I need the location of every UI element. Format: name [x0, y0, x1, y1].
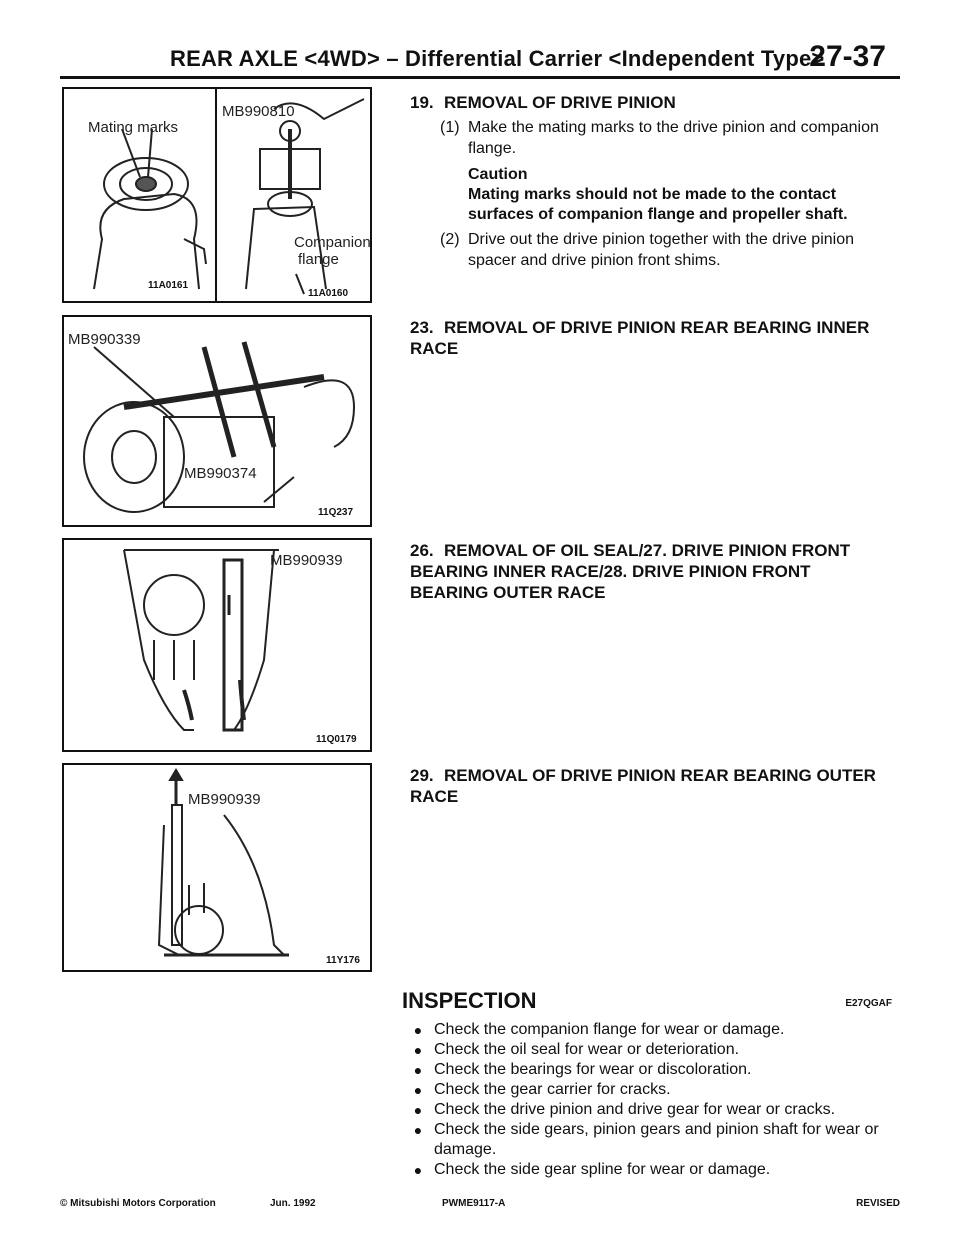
- footer-date: Jun. 1992: [270, 1198, 316, 1209]
- header-rule: [60, 76, 900, 79]
- inspection-item: [402, 1020, 892, 1040]
- substep-1: [440, 117, 890, 159]
- bullet-icon: ●: [413, 1022, 423, 1038]
- substep-number: (1): [440, 119, 460, 136]
- substep-number: (2): [440, 231, 460, 248]
- figure-code-left: 11A0161: [148, 280, 189, 291]
- step-number: 26.: [410, 541, 434, 560]
- tool-label-mb990374: MB990374: [184, 465, 257, 482]
- bullet-icon: ●: [413, 1122, 423, 1138]
- step-title: REMOVAL OF DRIVE PINION: [444, 93, 676, 112]
- tool-label-mb990939: MB990939: [270, 552, 343, 569]
- caution-label: Caution: [468, 166, 528, 183]
- bullet-icon: ●: [413, 1042, 423, 1058]
- figure-rear-bearing-inner-race: [62, 315, 372, 527]
- figure-rear-bearing-inner-race-illustration: [64, 317, 370, 525]
- footer-copyright: © Mitsubishi Motors Corporation: [60, 1198, 216, 1209]
- figure-code: 11Y176: [326, 955, 360, 966]
- figure-code: 11Q0179: [316, 734, 357, 745]
- step-19: [410, 92, 890, 271]
- bullet-icon: ●: [413, 1082, 423, 1098]
- inspection-item-text: Check the oil seal for wear or deterioration.: [434, 1041, 740, 1058]
- substep-text: Make the mating marks to the drive pinion and companion flange.: [468, 119, 879, 157]
- inspection-item: [402, 1100, 892, 1120]
- bullet-icon: ●: [413, 1162, 423, 1178]
- step-29: [410, 765, 890, 807]
- page-header: [60, 40, 900, 80]
- step-26-heading: [410, 540, 890, 603]
- inspection-item-text: Check the bearings for wear or discoloration.: [434, 1061, 752, 1078]
- page-title: REAR AXLE <4WD> – Differential Carrier <Independent Type>: [170, 46, 825, 71]
- footer-status: REVISED: [856, 1198, 900, 1209]
- figure-oil-seal-front-bearing: [62, 538, 372, 752]
- figure-code-right: 11A0160: [308, 288, 349, 299]
- bullet-icon: ●: [413, 1062, 423, 1078]
- inspection-item-text: Check the gear carrier for cracks.: [434, 1081, 671, 1098]
- figure-oil-seal-illustration: [64, 540, 370, 750]
- caution-block: [468, 165, 890, 225]
- step-29-heading: [410, 765, 890, 807]
- figure-code: 11Q237: [318, 507, 354, 518]
- inspection-item-text: Check the drive pinion and drive gear for wear or cracks.: [434, 1101, 836, 1118]
- inspection-item: [402, 1080, 892, 1100]
- step-title: REMOVAL OF DRIVE PINION REAR BEARING INNER RACE: [410, 318, 870, 358]
- inspection-item: [402, 1040, 892, 1060]
- flange-label: flange: [298, 251, 339, 268]
- inspection-item-text: Check the side gear spline for wear or damage.: [434, 1161, 771, 1178]
- inspection-list: [402, 1020, 892, 1180]
- step-19-heading: [410, 92, 890, 113]
- step-title: REMOVAL OF OIL SEAL/27. DRIVE PINION FRONT BEARING INNER RACE/28. DRIVE PINION FRONT BEARING OUTER RACE: [410, 541, 851, 602]
- page-number: 27-37: [809, 40, 886, 73]
- figure-mating-marks: [62, 87, 372, 303]
- inspection-item: [402, 1160, 892, 1180]
- tool-label-mb990339: MB990339: [68, 331, 141, 348]
- inspection-section: [402, 988, 892, 1180]
- step-23: [410, 317, 890, 359]
- step-number: 19.: [410, 93, 434, 112]
- tool-label-mb990939: MB990939: [188, 791, 261, 808]
- inspection-title: INSPECTION: [402, 988, 537, 1013]
- inspection-item-text: Check the companion flange for wear or damage.: [434, 1021, 785, 1038]
- inspection-item: [402, 1120, 892, 1160]
- step-26: [410, 540, 890, 603]
- tool-label-mb990810: MB990810: [222, 103, 295, 120]
- inspection-code: E27QGAF: [845, 998, 892, 1009]
- mating-marks-label: Mating marks: [88, 119, 179, 136]
- substep-2: [440, 229, 890, 271]
- companion-label: Companion: [294, 234, 371, 251]
- step-23-heading: [410, 317, 890, 359]
- inspection-item-text: Check the side gears, pinion gears and pinion shaft for wear or damage.: [434, 1121, 879, 1158]
- figure-rear-bearing-outer-race: [62, 763, 372, 972]
- substep-text: Drive out the drive pinion together with the drive pinion spacer and drive pinion front shims.: [468, 231, 854, 269]
- step-number: 29.: [410, 766, 434, 785]
- step-number: 23.: [410, 318, 434, 337]
- bullet-icon: ●: [413, 1102, 423, 1118]
- step-title: REMOVAL OF DRIVE PINION REAR BEARING OUTER RACE: [410, 766, 876, 806]
- caution-text: Mating marks should not be made to the contact surfaces of companion flange and propeller shaft.: [468, 186, 848, 223]
- footer-publication: PWME9117-A: [442, 1198, 506, 1209]
- inspection-item: [402, 1060, 892, 1080]
